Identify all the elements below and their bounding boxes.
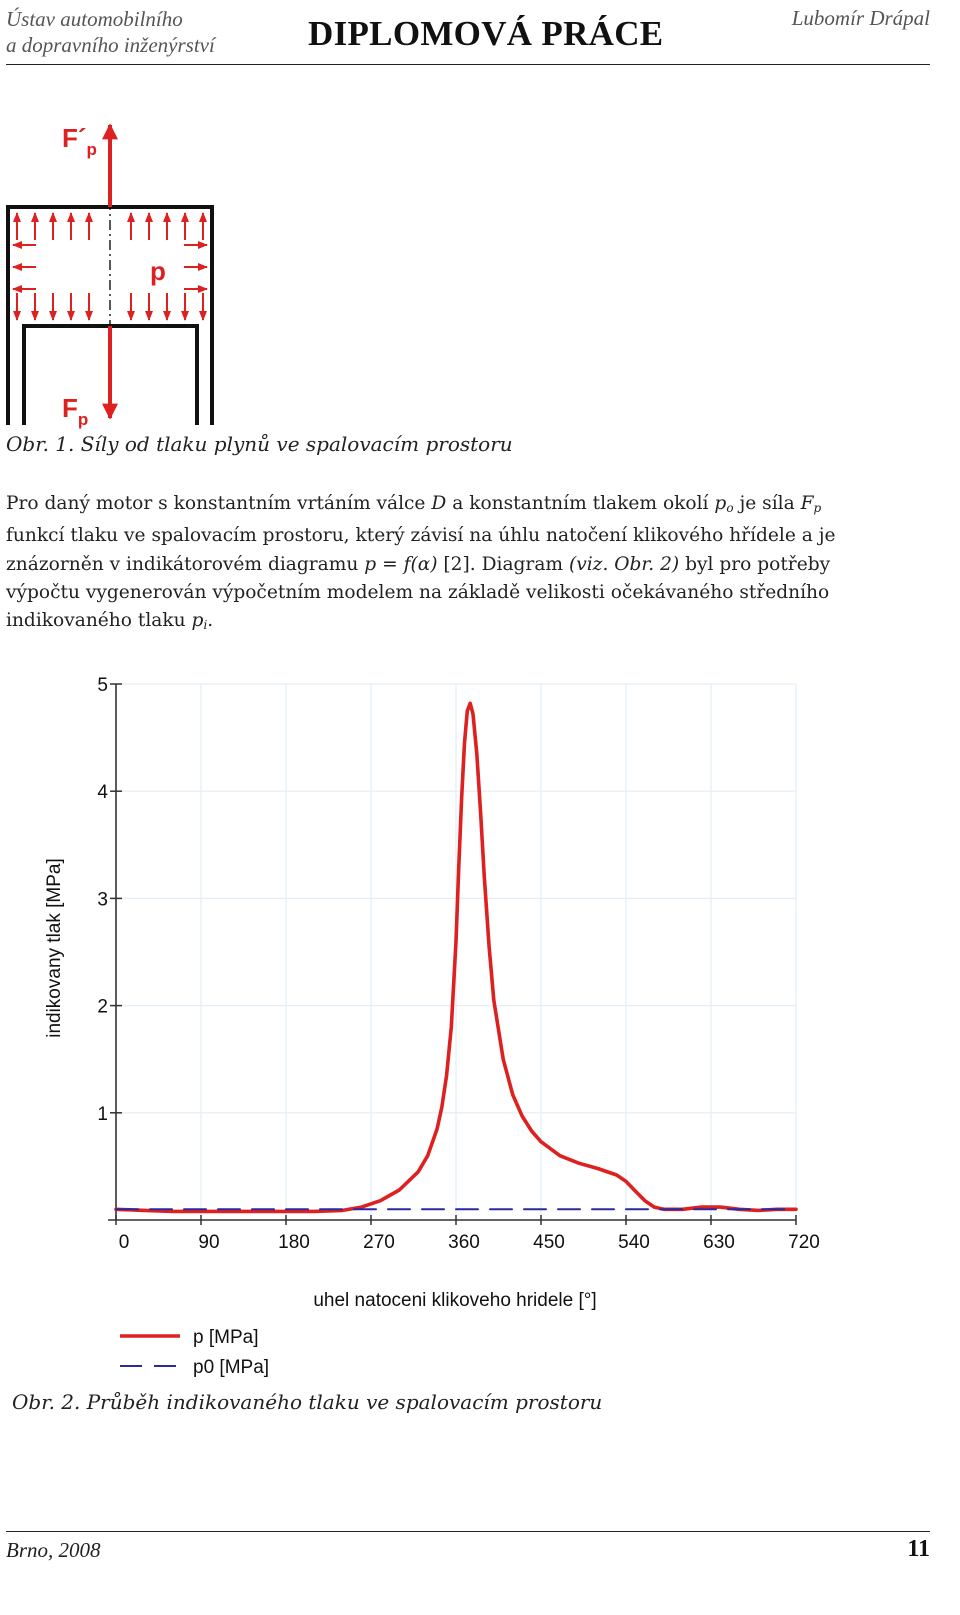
footer-place-year: Brno, 2008 — [6, 1538, 101, 1562]
x-tick-label: 630 — [703, 1232, 735, 1253]
paragraph-line-4: výpočtu vygenerován výpočetním modelem na základě velikosti očekávaného středního — [6, 581, 830, 603]
document-title: DIPLOMOVÁ PRÁCE — [308, 14, 664, 53]
x-tick-label: 180 — [278, 1232, 310, 1253]
institute-name — [6, 6, 215, 58]
y-tick-label: 1 — [97, 1103, 108, 1125]
paragraph-line-1: Pro daný motor s konstantním vrtáním válce D a konstantním tlakem okolí $p_o$ je síla $F_p$ — [6, 493, 822, 515]
page-footer — [6, 1531, 930, 1572]
legend-label: p [MPa] — [193, 1327, 259, 1348]
body-paragraph — [6, 490, 930, 639]
x-tick-label: 360 — [448, 1232, 480, 1253]
x-tick-label: 270 — [363, 1232, 395, 1253]
page-header — [6, 0, 930, 65]
paragraph-line-3: znázorněn v indikátorovém diagramu p = f(α) [2]. Diagram (viz. Obr. 2) byl pro potřeby — [6, 553, 831, 575]
x-tick-label: 0 — [118, 1232, 130, 1253]
legend-label: p0 [MPa] — [193, 1357, 270, 1378]
piston-force-diagram — [0, 105, 240, 445]
paragraph-line-2: funkcí tlaku ve spalovacím prostoru, který závisí na úhlu natočení klikového hřídele a je — [6, 525, 836, 547]
institute-line-2: a dopravního inženýrství — [6, 33, 215, 57]
author-name: Lubomír Drápal — [791, 6, 930, 30]
y-axis-label: indikovany tlak [MPa] — [44, 858, 65, 1038]
x-tick-label: 450 — [533, 1232, 565, 1253]
y-tick-label: 3 — [97, 889, 108, 911]
force-bottom-label: $F_p$ — [62, 393, 89, 429]
pressure-label: p — [150, 256, 166, 286]
force-top-label: $F´_p$ — [62, 123, 97, 159]
x-tick-label: 540 — [618, 1232, 650, 1253]
pressure-chart — [0, 660, 960, 1400]
x-tick-label: 90 — [198, 1232, 220, 1253]
figure-2-caption: Obr. 2. Průběh indikovaného tlaku ve spalovacím prostoru — [12, 1390, 603, 1414]
y-tick-label: 5 — [97, 675, 108, 696]
x-tick-label: 720 — [788, 1232, 820, 1253]
page-number: 11 — [907, 1536, 930, 1562]
x-axis-label: uhel natoceni klikoveho hridele [°] — [313, 1290, 597, 1311]
figure-1-caption: Obr. 1. Síly od tlaku plynů ve spalovacím prostoru — [6, 432, 513, 456]
y-tick-label: 4 — [97, 782, 108, 804]
chart-legend — [120, 1327, 269, 1378]
paragraph-line-5: indikovaného tlaku $p_i$. — [6, 610, 214, 633]
institute-line-1: Ústav automobilního — [6, 7, 183, 31]
y-tick-label: 2 — [97, 996, 108, 1018]
